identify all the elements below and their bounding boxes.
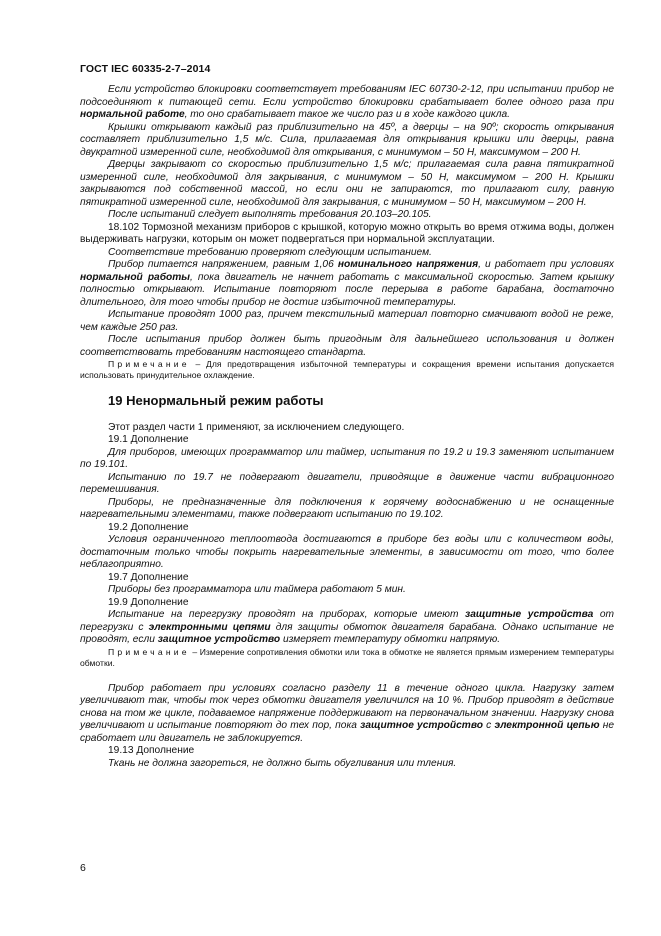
document-header: ГОСТ IEC 60335-2-7–2014 [80, 63, 211, 75]
subsection-heading: 19.13 Дополнение [108, 745, 195, 756]
text: от перегрузки с [80, 609, 615, 633]
text: для защиты обмоток двигателя барабана. Однако испытание не проводят, если [80, 621, 614, 645]
paragraph: Условия ограниченного теплоотвода достигаются в приборе без воды или с количеством воды, достаточным только чтобы покрыть нагревательные элементы, в зависимости от того, что более неблагоприятно. [80, 534, 614, 570]
text: , пока двигатель не начнет работать с максимальной скоростью. Затем крышку полностью открывают. Испытание повторяют после перерыва в работе барабана, достаточно длительного, для того чтобы прибор не достиг избыточной температуры. [80, 271, 614, 308]
note-text: – Для предотвращения избыточной температуры и сокращения времени испытания допускается использовать принудительное охлаждение. [80, 359, 614, 380]
paragraph: Испытание проводят 1000 раз, причем текстильный материал повторно смачивают водой не реже, чем каждые 250 раз. [80, 309, 614, 333]
paragraph: Для приборов, имеющих программатор или таймер, испытания по 19.2 и 19.3 заменяют испытанием по 19.101. [80, 446, 614, 470]
paragraph: Соответствие требованию проверяют следующим испытанием. [108, 246, 432, 258]
page-number: 6 [80, 862, 86, 874]
note-text: – Измерение сопротивления обмотки или тока в обмотке не является прямым измерением температуры обмотки. [80, 646, 614, 668]
note-label: Примечание [108, 646, 190, 657]
subsection-heading: 19.7 Дополнение [108, 571, 189, 583]
subsection-heading: 19.2 Дополнение [108, 521, 189, 533]
term: защитное устройство [157, 634, 281, 645]
term: номинального напряжения [337, 259, 479, 270]
paragraph: Испытанию по 19.7 не подвергают двигатели, приводящие в движение части вибрационного перемешивания. [80, 471, 614, 495]
paragraph: Дверцы закрывают со скоростью приблизительно 1,5 м/с; прилагаемая сила равна пятикратной измеренной силе, необходимой для закрывания, с минимумом – 50 Н, максимумом – 200 Н. Крышки закрываются под собственной массой, но если они не запираются, то прилагают силу, равную пятикратной измеренной силе, необходимой для закрывания, с минимумом – 50 Н, максимумом – 200 Н. [80, 159, 614, 208]
paragraph: Этот раздел части 1 применяют, за исключением следующего. [108, 421, 405, 433]
text: Прибор питается напряжением, равным 1,06 [108, 259, 338, 270]
paragraph: Приборы, не предназначенные для подключения к горячему водоснабжению и не оснащенные нагревательными элементами, также подвергают испытанию по 19.102. [80, 496, 614, 520]
paragraph: Приборы без программатора или таймера работают 5 мин. [108, 584, 406, 595]
paragraph: 18.102 Тормозной механизм приборов с крышкой, которую можно открыть во время отжима воды, должен выдерживать нагрузки, которым он может подвергаться при нормальной эксплуатации. [80, 221, 614, 245]
paragraph: Крышки открывают каждый раз приблизительно на 45º, а дверцы – на 90º; скорость открывания составляет приблизительно 1,5 м/с. Сила, прилагаемая для открывания крышки или дверцы, равна двукратной измеренной силе, необходимой для открывания, с минимумом – 50 Н, максимумом – 200 Н. [80, 121, 614, 158]
term: защитные устройства [465, 609, 594, 620]
note [80, 647, 614, 669]
text: , то оно срабатывает такое же число раз и в ходе каждого цикла. [184, 109, 510, 120]
term: нормальной работе [80, 109, 185, 120]
paragraph [80, 609, 614, 647]
term: электронными цепями [148, 621, 271, 633]
text: не сработает или двигатель не заблокируется. [80, 720, 615, 744]
paragraph [80, 683, 614, 746]
section-heading: 19 Ненормальный режим работы [108, 393, 324, 408]
paragraph: После испытаний следует выполнять требования 20.103–20.105. [108, 209, 432, 220]
note [80, 359, 614, 381]
text: Если устройство блокировки соответствует требованиям IEC 60730-2-12, при испытании прибор не подсоединяют к питающей сети. Если устройство блокировки срабатывает более одного раза при [80, 84, 614, 108]
text: измеряет температуру обмотки напрямую. [280, 634, 501, 645]
paragraph [80, 84, 614, 122]
paragraph [80, 259, 614, 309]
term: нормальной работы [80, 271, 191, 283]
text: Прибор работает при условиях согласно разделу 11 в течение одного цикла. Нагрузку затем увеличивают так, чтобы ток через обмотки двигателя увеличился на 10 %. Прибор приводят в действие снова на том же цикле, подаваемое напряжение поддерживают на первоначальном значении. Нагрузку снова увеличивают и испытание повторяют до тех пор, пока [80, 682, 614, 731]
note-label: Примечание [108, 359, 190, 369]
text: , и работает при условиях [478, 259, 614, 270]
text: Испытание на перегрузку проводят на приборах, которые имеют [108, 609, 466, 620]
paragraph: После испытания прибор должен быть пригодным для дальнейшего использования и должен соответствовать требованиям настоящего стандарта. [80, 334, 614, 358]
document-body [80, 84, 614, 770]
subsection-heading: 19.1 Дополнение [108, 434, 189, 445]
text: с [482, 720, 495, 731]
term: электронной цепью [494, 720, 600, 731]
paragraph: Ткань не должна загореться, не должно быть обугливания или тления. [108, 757, 457, 769]
subsection-heading: 19.9 Дополнение [108, 596, 189, 608]
term: защитное устройство [360, 720, 483, 731]
